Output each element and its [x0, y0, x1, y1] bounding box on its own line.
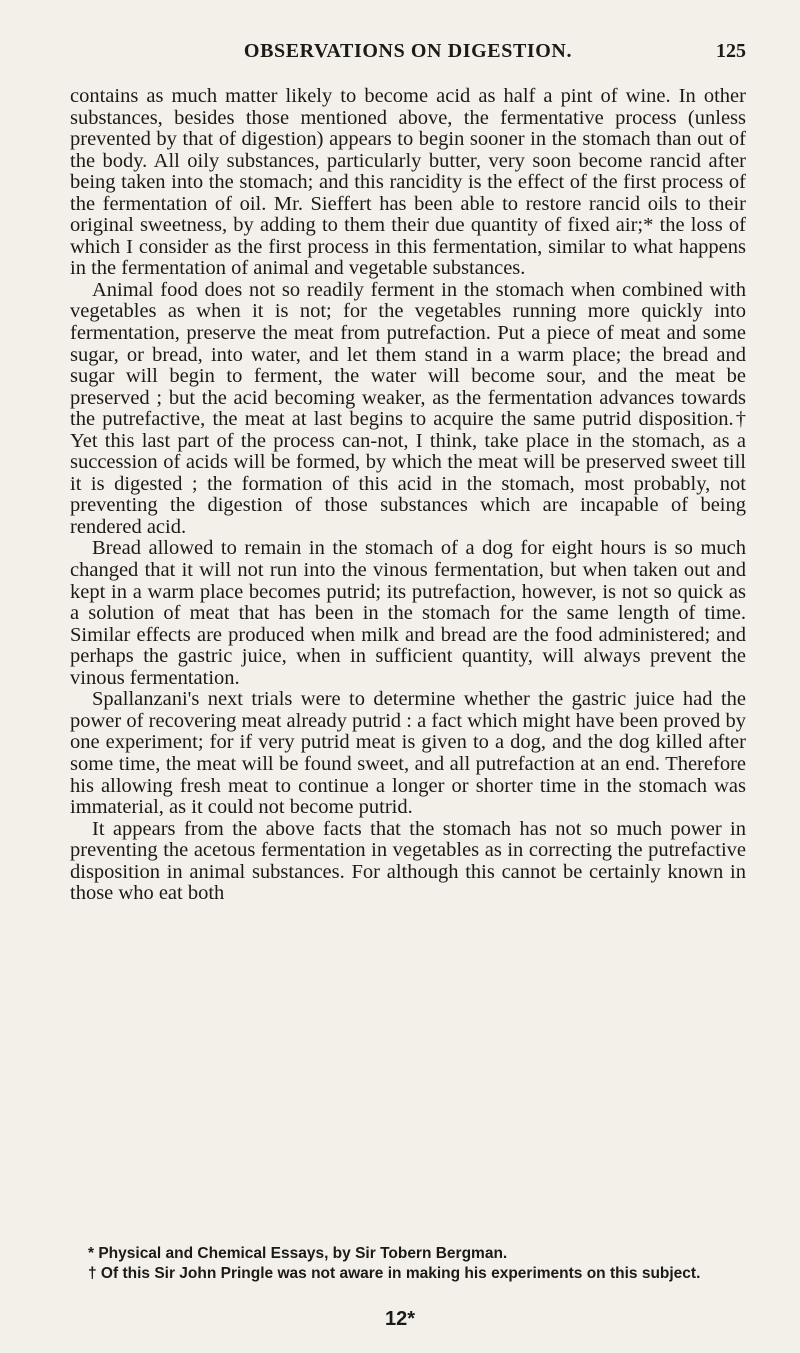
page-number: 125	[716, 40, 746, 62]
running-title: OBSERVATIONS ON DIGESTION.	[243, 40, 573, 62]
paragraph: Bread allowed to remain in the stomach of a dog for eight hours is so much changed that it will not run into the vinous fermentation, but when taken out and kept in a warm place becomes putrid; its putrefaction, however, is not so quick as a solution of meat that has been in the stomach for the same length of time. Similar effects are produced when milk and bread are the food administered; and perhaps the gastric juice, when in sufficient quantity, will always prevent the vinous fermentation.	[70, 537, 746, 689]
page-header	[70, 40, 746, 70]
footnotes	[70, 1244, 746, 1284]
paragraph: It appears from the above facts that the stomach has not so much power in preventing the acetous fermentation in vegetables as in correcting the putrefactive disposition in animal substances. For although this cannot be certainly known in those who eat both	[70, 817, 746, 905]
body-text	[70, 86, 746, 905]
paragraph: Animal food does not so readily ferment in the stomach when combined with vegetables as when it is not; for the vegetables running more quickly into fermentation, preserve the meat from putrefaction. Put a piece of meat and some sugar, or bread, into water, and let them stand in a warm place; the bread and sugar will begin to ferment, the water will become sour, and the meat be preserved ; but the acid becoming weaker, as the fermentation advances towards the putrefactive, the meat at last begins to acquire the same putrid disposition.† Yet this last part of the process can-not, I think, take place in the stomach, as a succession of acids will be formed, by which the meat will be preserved sweet till it is digested ; the formation of this acid in the stomach, most probably, not preventing the digestion of those substances which are incapable of being rendered acid.	[70, 278, 746, 538]
footnote: * Physical and Chemical Essays, by Sir Tobern Bergman.	[88, 1245, 508, 1262]
signature-mark: 12*	[384, 1308, 416, 1330]
paragraph: Spallanzani's next trials were to determine whether the gastric juice had the power of recovering meat already putrid : a fact which might have been proved by one experiment; for if very putrid meat is given to a dog, and the dog killed after some time, the meat will be found sweet, and all putrefaction at an end. Therefore his allowing fresh meat to continue a longer or shorter time in the stomach was immaterial, as it could not become putrid.	[70, 688, 746, 819]
footnote: † Of this Sir John Pringle was not aware in making his experiments on this subject.	[88, 1265, 701, 1282]
paragraph: contains as much matter likely to become acid as half a pint of wine. In other substances, besides those mentioned above, the fermentative process (unless prevented by that of digestion) appears to begin sooner in the stomach than out of the body. All oily substances, particularly butter, very soon become rancid after being taken into the stomach; and this rancidity is the effect of the first process of the fermentation of oil. Mr. Sieffert has been able to restore rancid oils to their original sweetness, by adding to them their due quantity of fixed air;* the loss of which I consider as the first process in this fermentation, similar to what happens in the fermentation of animal and vegetable substances.	[70, 85, 746, 280]
